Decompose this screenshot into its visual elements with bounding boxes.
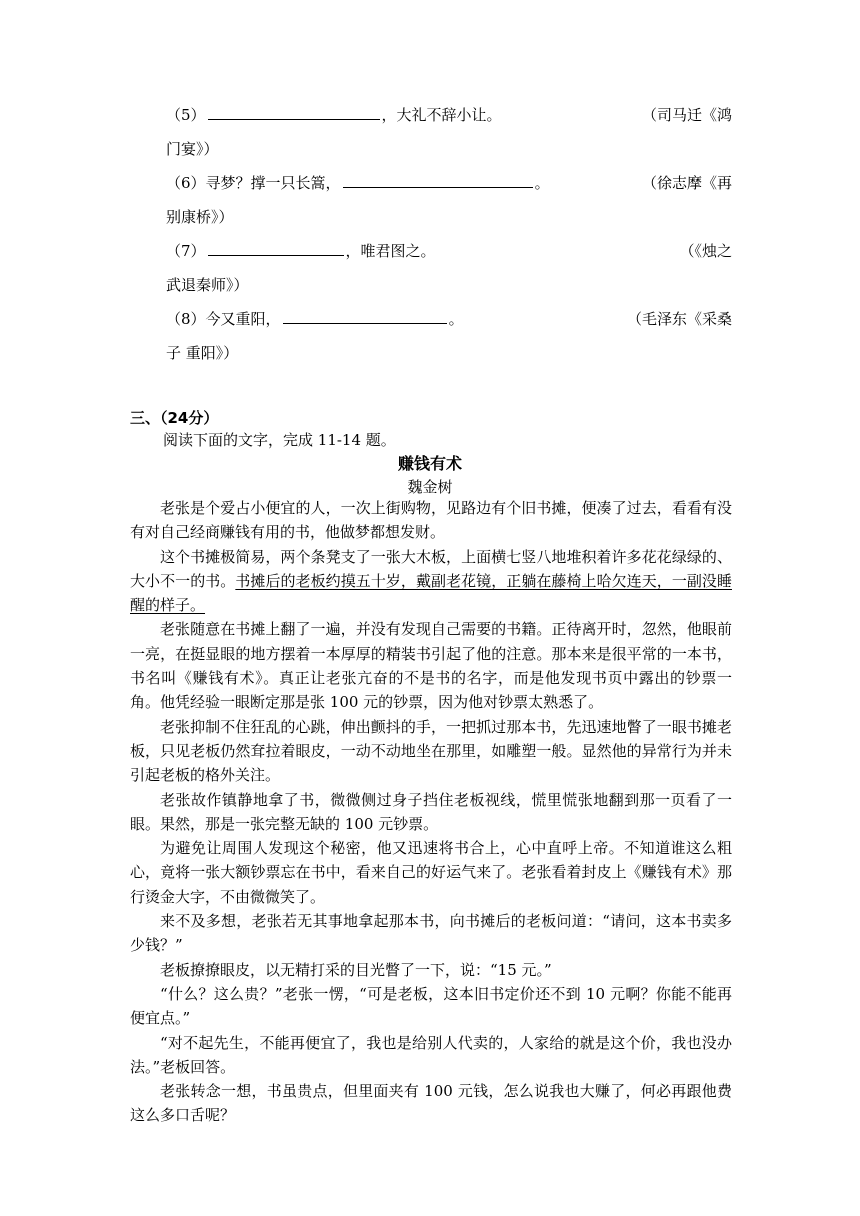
paragraph: 老板撩撩眼皮，以无精打采的目光瞥了一下，说：“15 元。”	[160, 960, 552, 979]
paragraph: 老张随意在书摊上翻了一遍，并没有发现自己需要的书籍。正待离开时，忽然，他眼前一亮，在挺显眼的地方摆着一本厚厚的精装书引起了他的注意。那本来是很平常的一本书，书名叫《赚钱有术》。真正让老张亢奋的不是书的名字，而是他发现书页中露出的钞票一角。他凭经验一眼断定那是张 100 元的钞票，因为他对钞票太熟悉了。	[130, 620, 732, 712]
paragraph-text: 这个书摊极简易，两个条凳支了一张大木板，上面横七竖八地堆积着许多花花绿绿的、大小不一的书。	[130, 547, 732, 590]
answer-blank[interactable]	[343, 169, 533, 188]
article-author: 魏金树	[407, 478, 453, 496]
answer-blank[interactable]	[208, 237, 344, 256]
item-source: （司马迁《鸿	[641, 106, 732, 124]
paragraph: 为避免让周围人发现这个秘密，他又迅速将书合上，心中直呼上帝。不知道谁这么粗心，竟将一张大额钞票忘在书中，看来自己的好运气来了。老张看着封皮上《赚钱有术》那行烫金大字，不由微微笑了。	[130, 839, 732, 906]
item-source-continued: 子 重阳》）	[166, 344, 239, 362]
item-source: （《烛之	[679, 242, 732, 260]
article-body	[130, 496, 732, 1128]
fill-item-5	[130, 98, 732, 166]
item-text: 今又重阳，	[205, 310, 281, 328]
paragraph: 老张转念一想，书虽贵点，但里面夹有 100 元钱，怎么说我也大赚了，何必再跟他费这么多口舌呢？	[130, 1082, 732, 1125]
fill-in-blank-section	[130, 98, 732, 370]
fill-item-7	[130, 234, 732, 302]
paragraph: 来不及多想，老张若无其事地拿起那本书，向书摊后的老板问道：“请问，这本书卖多少钱？”	[130, 912, 732, 955]
item-text: 。	[534, 174, 550, 192]
paragraph: 老张故作镇静地拿了书，微微侧过身子挡住老板视线，慌里慌张地翻到那一页看了一眼。果然，那是一张完整无缺的 100 元钞票。	[130, 790, 732, 833]
item-source: （毛泽东《采桑	[626, 310, 732, 328]
item-source-continued: 门宴》）	[166, 140, 219, 158]
answer-blank[interactable]	[283, 305, 447, 324]
paragraph: “什么？这么贵？”老张一愣，“可是老板，这本旧书定价还不到 10 元啊？你能不能再便宜点。”	[130, 984, 732, 1028]
item-text: 。	[448, 310, 464, 328]
item-text: ，唯君图之。	[345, 242, 436, 260]
item-text: 寻梦？撑一只长篙，	[205, 174, 341, 192]
item-text: ，大礼不辞小让。	[381, 106, 502, 124]
answer-blank[interactable]	[208, 101, 380, 120]
item-number: （6）	[166, 174, 206, 192]
section-title: 三、（24分）	[130, 409, 219, 427]
item-source-continued: 武退秦师》）	[166, 276, 249, 294]
item-source-continued: 别康桥》）	[166, 208, 234, 226]
article-title: 赚钱有术	[397, 454, 462, 473]
fill-item-6	[130, 166, 732, 234]
section-instruction: 阅读下面的文字，完成 11-14 题。	[163, 431, 396, 449]
underlined-sentence: 书摊后的老板约摸五十岁，戴副老花镜，正躺在藤椅上哈欠连天，一副没睡醒的样子。	[130, 571, 732, 615]
paragraph: 老张是个爱占小便宜的人，一次上街购物，见路边有个旧书摊，便凑了过去，看看有没有对自己经商赚钱有用的书，他做梦都想发财。	[130, 499, 732, 542]
item-source: （徐志摩《再	[641, 174, 732, 192]
paragraph	[130, 545, 732, 618]
fill-item-8	[130, 302, 732, 370]
paragraph: “对不起先生，不能再便宜了，我也是给别人代卖的，人家给的就是这个价，我也没办法。”老板回答。	[130, 1033, 732, 1076]
paragraph: 老张抑制不住狂乱的心跳，伸出颤抖的手，一把抓过那本书，先迅速地瞥了一眼书摊老板，只见老板仍然耷拉着眼皮，一动不动地坐在那里，如雕塑一般。显然他的异常行为并未引起老板的格外关注。	[130, 717, 732, 785]
item-number: （5）	[166, 106, 206, 124]
item-number: （8）	[166, 310, 206, 328]
item-number: （7）	[166, 242, 206, 260]
